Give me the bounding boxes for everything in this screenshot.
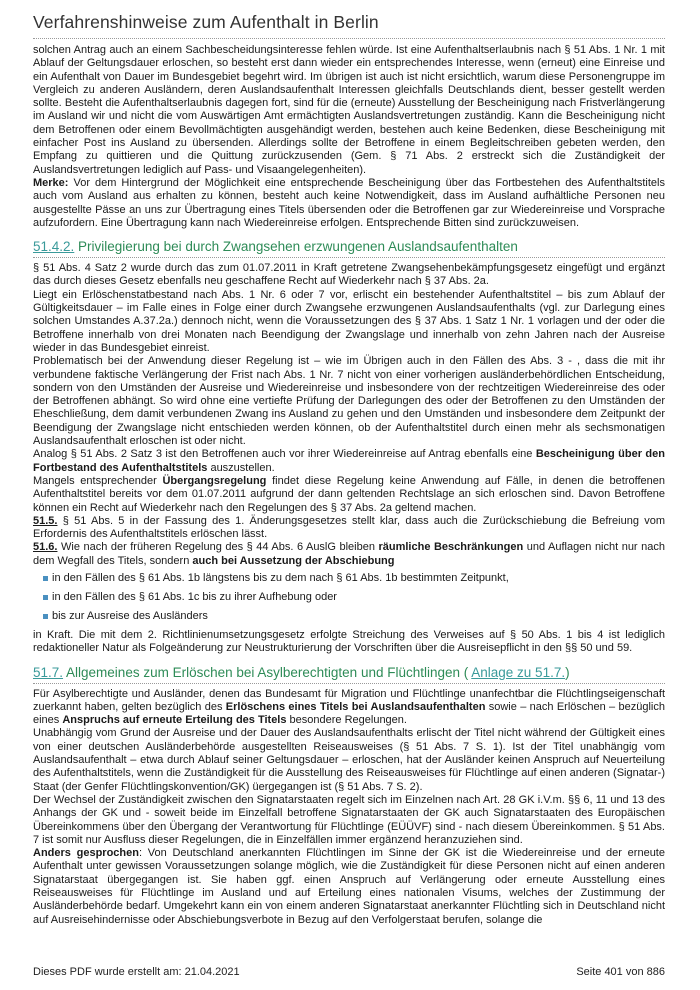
section-number-link[interactable]: 51.4.2. <box>33 239 75 255</box>
document-page <box>33 10 665 927</box>
creation-date: Dieses PDF wurde erstellt am: 21.04.2021 <box>33 966 240 978</box>
paragraph-text: auszustellen. <box>207 461 275 474</box>
paragraph <box>33 515 665 542</box>
annex-link[interactable]: Anlage zu 51.7. <box>471 664 566 680</box>
square-bullet-icon <box>43 595 48 600</box>
document-body <box>33 44 665 927</box>
section-number-link[interactable]: 51.7. <box>33 664 64 680</box>
paragraph <box>33 688 665 728</box>
merke-label: Merke: <box>33 176 69 189</box>
paragraph <box>33 541 665 568</box>
emphasis: Anders gesprochen <box>33 847 139 860</box>
paragraph: Unabhängig vom Grund der Ausreise und der Dauer des Auslandsaufenthalts erlischt der Titel nicht während der Gültigkeit eines von einer deutschen Ausländerbehörde ausgestellten Reiseausweises (§ 51 Abs. 7 S. 1). Ist der Titel unabhängig vom Auslandsaufenthalt – etwa durch Ablauf seiner Geltungsdauer – erloschen, hat der Ausländer keinen Anspruch auf Neuerteilung des Aufenthaltstitels, wenn die Zuständigkeit für die Ausstellung des Reiseausweises für Flüchtlinge auf einen anderen (Signatar-) Staat (der Genfer Flüchtlingskonvention/GK) üergegangen ist (§ 51 Abs. 7 S. 2). <box>33 727 665 793</box>
section-title-end: ) <box>565 664 570 680</box>
paragraph: § 51 Abs. 4 Satz 2 wurde durch das zum 01.07.2011 in Kraft getretene Zwangsehenbekämpfungsgesetz eingefügt und ergänzt das durch dieses Gesetz ebenfalls neu geschaffene Recht auf Wiederkehr nach § 37 Abs. 2a. <box>33 262 665 288</box>
paragraph-text: Analog § 51 Abs. 2 Satz 3 ist den Betroffenen auch vor ihrer Wiedereinreise auf Antrag ebenfalls eine <box>33 448 536 461</box>
list-item <box>43 591 665 604</box>
section-title: Allgemeines zum Erlöschen bei Asylberechtigten und Flüchtlingen ( <box>63 664 472 680</box>
page-title: Verfahrenshinweise zum Aufenthalt in Berlin <box>33 10 665 39</box>
emphasis: Bescheinigung über den Fortbestand des Aufenthaltstitels <box>33 448 665 474</box>
emphasis: räumliche Beschränkungen <box>378 541 524 554</box>
section-heading-51-7 <box>33 665 665 684</box>
paragraph: Problematisch bei der Anwendung dieser Regelung ist – wie im Übrigen auch in den Fällen des Abs. 3 - , dass die mit ihr verbundene faktische Verlängerung der Frist nach Abs. 1 Nr. 7 nicht von einer vorherigen ausländerbehördlichen Entscheidung, sondern von den Umständen der Ausreise und Wiedereinreise und insbesondere von der rechtzeitigen Wiedereinreise des oder der Betroffenen abhängt. So wird ohne eine vertiefte Prüfung der Darlegungen des oder der Betroffenen zu den Umständen der Eheschließung, dem damit verbundenen Zwang ins Ausland zu gehen und den Umständen und insbesondere dem Zeitpunkt der Beendigung der Zwangslage nicht entschieden werden können, ob der Aufenthaltstitel durch einen mehr als sechsmonatigen Auslandsaufenthalt erloschen ist oder nicht. <box>33 355 665 448</box>
paragraph-text: sowie – nach Erlöschen – bezüglich eines <box>33 700 665 727</box>
paragraph-text: § 51 Abs. 5 in der Fassung des 1. Änderungsgesetzes stellt klar, dass auch die Zurückschiebung die Befreiung vom Erfordernis des Aufenthaltstitels erlöschen lässt. <box>33 514 665 541</box>
list-item-text: in den Fällen des § 61 Abs. 1c bis zu ihrer Aufhebung oder <box>52 590 337 603</box>
paragraph <box>33 847 665 927</box>
paragraph <box>33 177 665 230</box>
emphasis: Anspruchs auf erneute Erteilung des Titels <box>62 714 287 727</box>
paragraph-text: findet diese Regelung keine Anwendung auf Fälle, in denen die betroffenen Aufenthaltstitel bereits vor dem 01.07.2011 aufgrund der dann geltenden Rechtslage an sich erloschen sind. Davon Betroffene können ein Recht auf Wiederkehr nach den Regelungen des § 37 Abs. 2a geltend machen. <box>33 474 665 514</box>
list-item-text: bis zur Ausreise des Ausländers <box>52 609 208 622</box>
subsection-number: 51.6. <box>33 541 58 554</box>
bullet-list <box>33 572 665 623</box>
paragraph-text: und Auflagen nicht nur nach dem Wegfall des Titels, sondern <box>33 541 665 567</box>
paragraph-text: Für Asylberechtigte und Ausländer, denen das Bundesamt für Migration und Flüchtlinge unanfechtbar die Flüchtlingseigenschaft zuerkannt haben, gelten bezüglich des <box>33 687 665 713</box>
emphasis: auch bei Aussetzung der Abschiebung <box>192 554 395 567</box>
paragraph: Liegt ein Erlöschenstatbestand nach Abs. 1 Nr. 6 oder 7 vor, erlischt ein bestehender Aufenthaltstitel – bis zum Ablauf der Gültigkeitsdauer – im Falle eines in Folge einer durch Zwangsehe erzwungenen Auslandsaufenthalts (vgl. zur Darlegung eines solchen Umstandes A.37.2a.) dennoch nicht, wenn die Voraussetzungen des § 37 Abs. 1 Satz 1 Nr. 1 vorlagen und der oder die Betroffene innerhalb von drei Monaten nach Beendigung der Zwangslage und innerhalb von zehn Jahren nach der Ausreise wieder in das Bundesgebiet einreist. <box>33 288 665 354</box>
paragraph-text: : Von Deutschland anerkannten Flüchtlingen im Sinne der GK ist die Wiedereinreise und der erneute Aufenthalt unter gewissen Voraussetzungen solange möglich, wie die Zuständigkeit für diese Personen nicht auf einen anderen Signatarstaat übergegangen ist. Sie haben ggf. einen Anspruch auf Verlängerung oder erneute Ausstellung eines Reiseausweises für Flüchtlinge im Ausland und auf Erteilung eines nationalen Visums, welches der Zustimmung der Ausländerbehörde bedarf. Umgekehrt kann ein von einem anderen Signatarstaat anerkannter Flüchtling sich in Deutschland nicht auf Ausreisehindernisse oder Abschiebungsverbote in Bezug auf den Verfolgerstaat berufen, solange die <box>33 847 665 926</box>
paragraph-text: besondere Regelungen. <box>286 714 407 727</box>
paragraph <box>33 475 665 515</box>
list-item <box>43 610 665 623</box>
page-number: Seite 401 von 886 <box>576 966 665 978</box>
paragraph: solchen Antrag auch an einem Sachbescheidungsinteresse fehlen würde. Ist eine Aufenthaltserlaubnis nach § 51 Abs. 1 Nr. 1 mit Ablauf der Geltungsdauer erloschen, so besteht erst dann wieder ein entsprechendes Interesse, wenn (erneut) eine Einreise und ein Aufenthalt von Dauer im Bundesgebiet begehrt wird. Im übrigen ist auch ist nicht ersichtlich, warum diese Personengruppe im Vergleich zu anderen Ausländern, deren Auslandsaufenthalt Interessen gleichfalls Deutschlands dient, besser gestellt werden sollte. Besteht die Aufenthaltserlaubnis dagegen fort, sind für die (erneute) Ausstellung der Bescheinigung nach Fristverlängerung im Ausland wir und nicht die vom Auswärtigen Amt ermächtigten Auslandsvertretungen zuständig. Kann die Bescheinigung nicht dem Betroffenen oder einem Bevollmächtigten ausgehändigt werden, bestehen auch keine Bedenken, diese Bescheinigung mit einfacher Post ins Ausland zu übersenden. Allerdings sollte der Betroffene in einem Begleitschreiben gebeten werden, den Empfang zu quittieren und die Quittung zurückzusenden (Gem. § 71 Abs. 2 erstreckt sich die Zuständigkeit der Auslandsvertretungen lediglich auf Pass- und Visaangelegenheiten). <box>33 44 665 176</box>
emphasis: Übergangsregelung <box>162 474 267 487</box>
paragraph: Der Wechsel der Zuständigkeit zwischen den Signatarstaaten regelt sich im Einzelnen nach Art. 28 GK i.V.m. §§ 6, 11 und 13 des Anhangs der GK und - soweit beide im Einzelfall betroffene Signatarstaaten der GK auch Signatarstaaten des Europäischen Übereinkommens über den Übergang der Verantwortung für Flüchtlinge (EÜÜVF) sind - nach diesem Übereinkommen. § 51 Abs. 7 ist somit nur Ausfluss dieser Regelungen, die in Einzelfällen immer ergänzend heranzuziehen sind. <box>33 793 665 846</box>
square-bullet-icon <box>43 614 48 619</box>
paragraph-text: Vor dem Hintergrund der Möglichkeit eine entsprechende Bescheinigung über das Fortbestehen des Aufenthaltstitels auch vom Ausland aus erhalten zu können, besteht auch keine Notwendigkeit, dass im Ausland aufhältliche Personen neu ausgestellte Pässe an uns zur Übertragung eines Titels übersenden oder die Betroffenen gar zur Wiedereinreise und Vorsprache aufzufordern. Eine Übertragung kann nach Wiedereinreise erfolgen. Entsprechende Bitten sind zurückzuweisen. <box>33 176 665 229</box>
paragraph <box>33 448 665 475</box>
subsection-number: 51.5. <box>33 514 58 527</box>
list-item <box>43 572 665 585</box>
emphasis: Erlöschens eines Titels bei Auslandsaufenthalten <box>225 700 486 713</box>
page-footer <box>33 966 665 978</box>
paragraph-text: Wie nach der früheren Regelung des § 44 Abs. 6 AuslG bleiben <box>57 541 379 554</box>
paragraph-text: Mangels entsprechender <box>33 474 163 487</box>
section-heading-51-4-2 <box>33 239 665 258</box>
paragraph: in Kraft. Die mit dem 2. Richtlinienumsetzungsgesetz erfolgte Streichung des Verweises auf § 50 Abs. 1 bis 4 ist lediglich redaktioneller Natur als Folgeänderung zur Neustrukturierung der Vorschriften über die Ausreisepflicht in den §§ 50 und 59. <box>33 628 665 655</box>
list-item-text: in den Fällen des § 61 Abs. 1b längstens bis zu dem nach § 61 Abs. 1b bestimmten Zeitpunkt, <box>52 571 509 584</box>
square-bullet-icon <box>43 576 48 581</box>
section-title: Privilegierung bei durch Zwangsehen erzwungenen Auslandsaufenthalten <box>74 239 518 255</box>
